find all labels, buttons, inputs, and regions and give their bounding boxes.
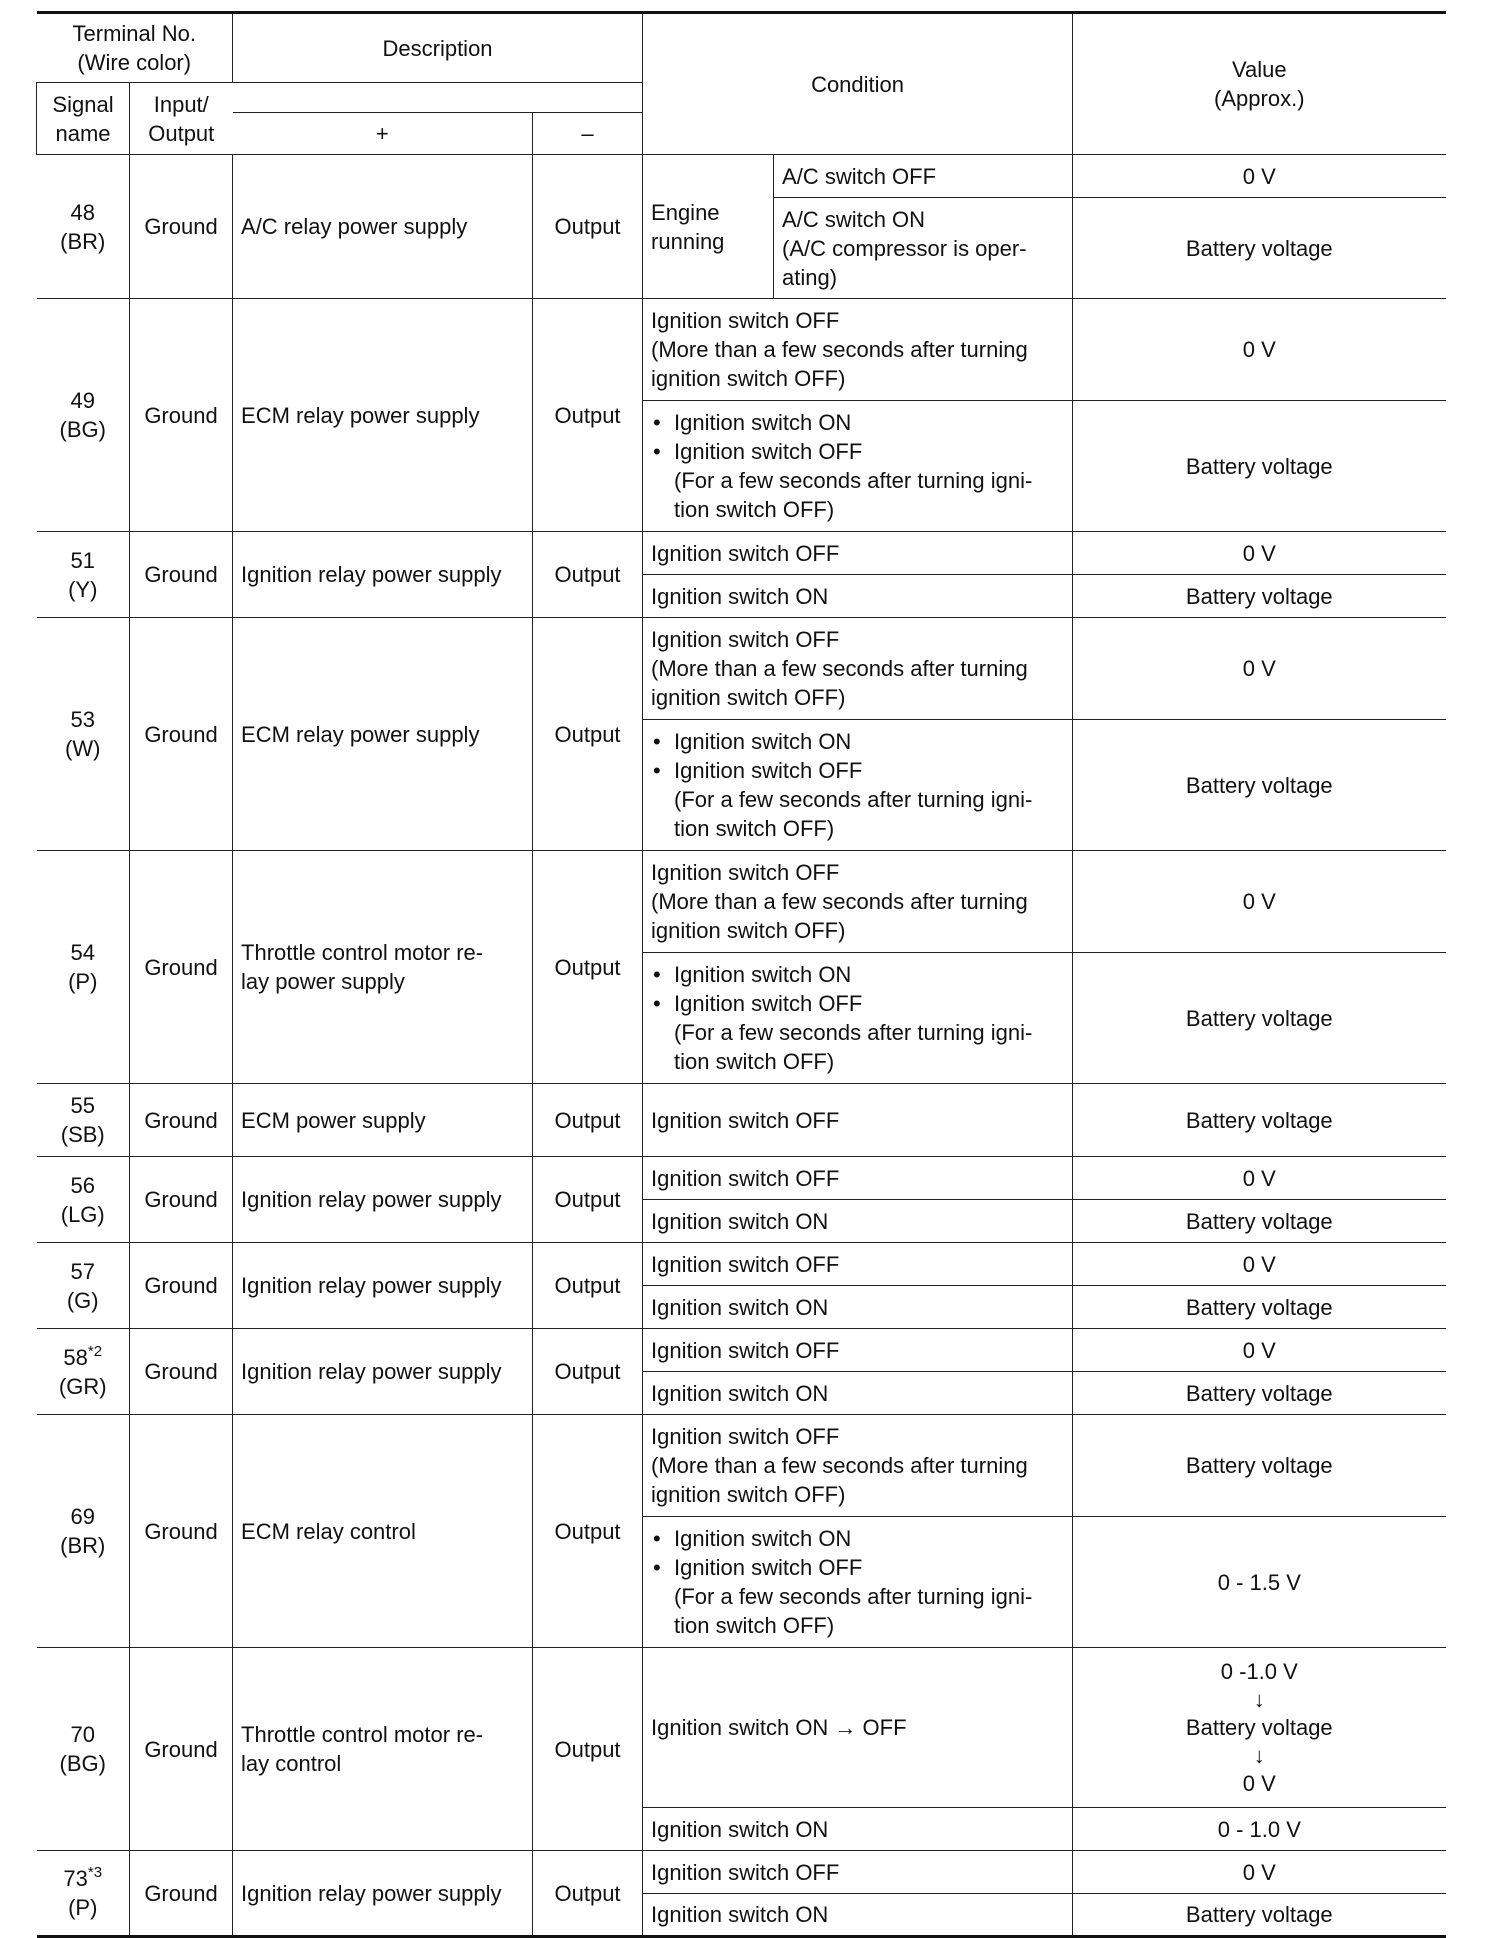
footnote-mark: *2 [87,1342,103,1360]
value-cell: 0 V [1073,618,1446,720]
header-description: Description [233,13,643,83]
signal-name-cell: Ignition relay power supply [233,1157,533,1243]
terminal-cell: 56 (LG) [37,1157,130,1243]
terminal-cell: 49 (BG) [37,299,130,532]
value-cell: Battery voltage [1073,401,1446,532]
condition-cell: Ignition switch OFF [643,1851,1073,1894]
condition-cell: Ignition switch OFF [643,1157,1073,1200]
header-value: Value (Approx.) [1073,13,1446,155]
table-row [37,1157,1446,1200]
ground-cell: Ground [130,1648,233,1851]
value-cell: 0 V [1073,1243,1446,1286]
engine-running-cell: Engine running [643,155,774,299]
value-cell: 0 V [1073,155,1446,198]
terminal-cell: 48 (BR) [37,155,130,299]
ground-cell: Ground [130,1084,233,1157]
signal-name-cell: Ignition relay power supply [233,532,533,618]
signal-name-cell: ECM relay power supply [233,618,533,851]
ground-cell: Ground [130,532,233,618]
header-plus: + [233,113,533,155]
terminal-cell: 70 (BG) [37,1648,130,1851]
table-row [37,851,1446,953]
signal-name-cell: ECM relay control [233,1415,533,1648]
value-cell: Battery voltage [1073,953,1446,1084]
value-cell: Battery voltage [1073,1200,1446,1243]
table-row [37,1648,1446,1808]
terminal-cell: 53 (W) [37,618,130,851]
condition-cell: • Ignition switch ON • Ignition switch OFF (For a few seconds after turning igni- tion switch OFF) [643,953,1073,1084]
terminal-cell: 55 (SB) [37,1084,130,1157]
signal-name-cell: Ignition relay power supply [233,1329,533,1415]
condition-cell: Ignition switch OFF (More than a few seconds after turning ignition switch OFF) [643,299,1073,401]
value-cell: 0 -1.0 V ↓ Battery voltage ↓ 0 V [1073,1648,1446,1808]
condition-cell: Ignition switch ON [643,1286,1073,1329]
ground-cell: Ground [130,1329,233,1415]
condition-list: • Ignition switch ON • Ignition switch OFF [651,727,1064,785]
io-cell: Output [533,1243,643,1329]
value-cell: 0 V [1073,1329,1446,1372]
signal-name-cell: ECM power supply [233,1084,533,1157]
value-cell: Battery voltage [1073,1415,1446,1517]
table-row [37,299,1446,401]
condition-cell: Ignition switch ON [643,1200,1073,1243]
condition-cell: • Ignition switch ON • Ignition switch OFF (For a few seconds after turning igni- tion switch OFF) [643,401,1073,532]
condition-cell: • Ignition switch ON • Ignition switch OFF (For a few seconds after turning igni- tion switch OFF) [643,1517,1073,1648]
header-input-output: Input/ Output [130,83,233,155]
terminal-cell: 51 (Y) [37,532,130,618]
table-row [37,1851,1446,1894]
io-cell: Output [533,299,643,532]
io-cell: Output [533,1084,643,1157]
condition-cell: Ignition switch OFF (More than a few seconds after turning ignition switch OFF) [643,851,1073,953]
condition-cell: • Ignition switch ON • Ignition switch OFF (For a few seconds after turning igni- tion switch OFF) [643,720,1073,851]
io-cell: Output [533,1648,643,1851]
ground-cell: Ground [130,1157,233,1243]
header-row-1 [37,13,1446,83]
condition-cell: Ignition switch OFF (More than a few seconds after turning ignition switch OFF) [643,618,1073,720]
condition-cell: Ignition switch ON [643,1894,1073,1937]
value-cell: 0 V [1073,299,1446,401]
terminal-cell: 54 (P) [37,851,130,1084]
ground-cell: Ground [130,299,233,532]
ground-cell: Ground [130,1243,233,1329]
terminal-cell: 73$^{*3}$ (P) [37,1851,130,1937]
table-row [37,1329,1446,1372]
value-cell: 0 V [1073,532,1446,575]
condition-cell: Ignition switch ON [643,1372,1073,1415]
ground-cell: Ground [130,851,233,1084]
header-terminal-no: Terminal No. (Wire color) [37,13,233,83]
value-cell: 0 V [1073,1851,1446,1894]
condition-cell: A/C switch OFF [774,155,1073,198]
io-cell: Output [533,532,643,618]
terminal-table-container [36,11,1445,1938]
footnote-mark: *3 [87,1864,103,1881]
condition-cell: Ignition switch OFF [643,1243,1073,1286]
table-row [37,1084,1446,1157]
condition-list: • Ignition switch ON • Ignition switch OFF [651,408,1064,466]
value-cell: 0 V [1073,1157,1446,1200]
io-cell: Output [533,618,643,851]
signal-name-cell: A/C relay power supply [233,155,533,299]
value-cell: 0 - 1.0 V [1073,1808,1446,1851]
signal-name-cell: Ignition relay power supply [233,1851,533,1937]
value-cell: Battery voltage [1073,720,1446,851]
table-row [37,1415,1446,1517]
table-row [37,1243,1446,1286]
table-row [37,618,1446,720]
value-cell: Battery voltage [1073,1286,1446,1329]
terminal-cell: 69 (BR) [37,1415,130,1648]
io-cell: Output [533,1415,643,1648]
ground-cell: Ground [130,1415,233,1648]
value-cell: Battery voltage [1073,575,1446,618]
ground-cell: Ground [130,155,233,299]
io-cell: Output [533,1851,643,1937]
io-cell: Output [533,1157,643,1243]
ground-cell: Ground [130,1851,233,1937]
header-condition: Condition [643,13,1073,155]
table-row [37,155,1446,198]
header-minus: – [533,113,643,155]
down-arrow-icon: ↓ [1253,1686,1265,1712]
signal-name-cell: Throttle control motor re- lay power supply [233,851,533,1084]
io-cell: Output [533,1329,643,1415]
value-cell: 0 V [1073,851,1446,953]
header-signal-name: Signal name [37,83,130,155]
signal-name-cell: Throttle control motor re- lay control [233,1648,533,1851]
condition-cell: Ignition switch ON → OFF [643,1648,1073,1808]
terminal-cell: 57 (G) [37,1243,130,1329]
ground-cell: Ground [130,618,233,851]
table-row [37,532,1446,575]
io-cell: Output [533,851,643,1084]
value-cell: 0 - 1.5 V [1073,1517,1446,1648]
condition-cell: Ignition switch ON [643,1808,1073,1851]
value-cell: Battery voltage [1073,198,1446,299]
condition-cell: Ignition switch OFF [643,1329,1073,1372]
condition-cell: Ignition switch OFF (More than a few seconds after turning ignition switch OFF) [643,1415,1073,1517]
value-cell: Battery voltage [1073,1894,1446,1937]
ecm-terminal-table [36,11,1446,1938]
signal-name-cell: ECM relay power supply [233,299,533,532]
down-arrow-icon: ↓ [1253,1742,1265,1768]
condition-cell: Ignition switch OFF [643,532,1073,575]
value-cell: Battery voltage [1073,1084,1446,1157]
value-cell: Battery voltage [1073,1372,1446,1415]
condition-list: • Ignition switch ON • Ignition switch OFF [651,1524,1064,1582]
io-cell: Output [533,155,643,299]
terminal-cell: 58$^{*2}$ (GR) [37,1329,130,1415]
condition-cell: Ignition switch ON [643,575,1073,618]
condition-cell: Ignition switch OFF [643,1084,1073,1157]
condition-list: • Ignition switch ON • Ignition switch OFF [651,960,1064,1018]
condition-cell: A/C switch ON (A/C compressor is oper- ating) [774,198,1073,299]
signal-name-cell: Ignition relay power supply [233,1243,533,1329]
